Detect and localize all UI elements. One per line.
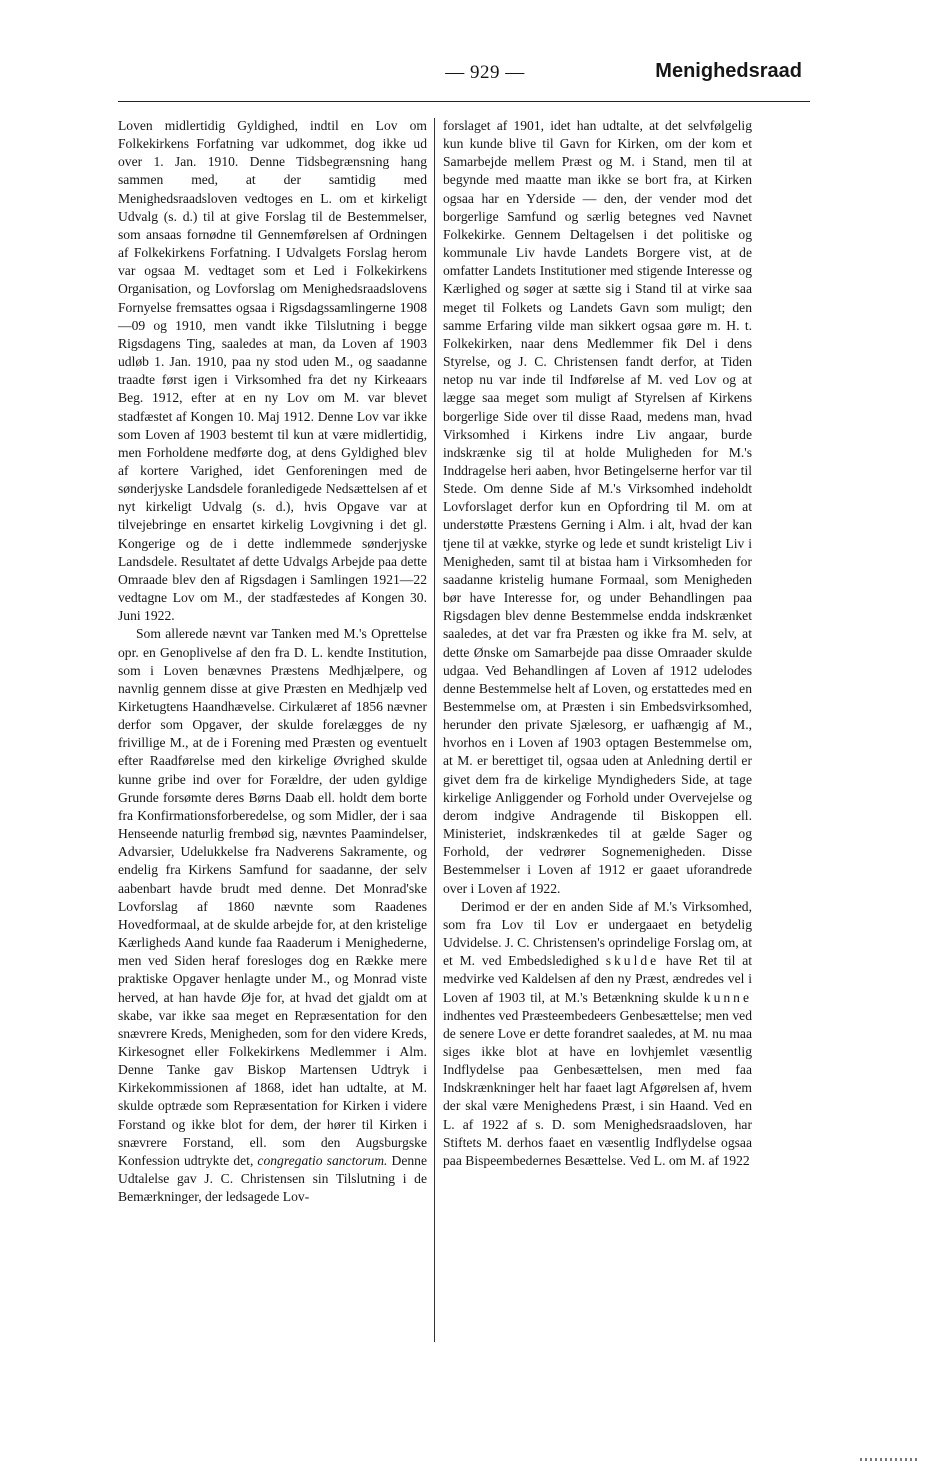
scan-artifact [860, 1458, 920, 1461]
header-rule [118, 101, 810, 102]
spaced-word-skulde: skulde [605, 953, 660, 969]
right-paragraph-2-end: indhentes ved Præsteembedeers Genbesættelse; men ved de senere Love er dette forandret saaledes, at M. nu maa siges ikke blot at have en lovhjemlet væsentlig Indflydelse paa Genbesættelsen, men med faa Indskrænkninger helt har faaet lagt Afgørelsen af, hvem der skal være Menighedens Præst, i sin Haand. Ved en L. af 1922 af s. D. som Menighedsraadsloven, har Stiftets M. derhos faaet en væsentlig Indflydelse ogsaa paa Bispeembedernes Besættelse. Ved L. om M. af 1922 [443, 1007, 752, 1168]
left-paragraph-2-end: Denne Udtalelse gav J. C. Christensen sin Tilslutning i de Bemærkninger, der ledsagede Lov- [118, 1152, 427, 1205]
right-paragraph-1: forslaget af 1901, idet han udtalte, at det selvfølgelig kun kunde blive til Gavn for Kirken, om der kom et Samarbejde mellem Præst og M. i Stand, men til at begynde med maatte man ikke se bort fra, at Kirken ogsaa har en Yderside — den, der vender mod det borgerlige Samfund og særlig betegnes ved Navnet Folkekirke. Gennem Deltagelsen i det politiske og kommunale Liv havde Landets Borgere vist, at de omfatter Landets Institutioner med stigende Interesse og Kærlighed og søger at sætte sig i Stand til at virke saa meget til Folkets og Landets Gavn som muligt; den samme Erfaring vilde man sikkert ogsaa gøre m. H. t. Folkekirken, naar dens Medlemmer fik Del i dens Styrelse, og J. C. Christensen fandt derfor, at Tiden netop nu var inde til Indførelse af M. ved Lov og at lægge saa meget som muligt af Styrelsen af Kirkens borgerlige Side over til disse Raad, medens man, hvad Virksomhed i Kirkens indre Liv angaar, burde indskrænke sig til at holde Muligheden for M.'s Inddragelse heri aaben, hvor Betingelserne herfor var til Stede. Om denne Side af M.'s Virksomhed indeholdt Lovforslaget derfor kun en Opfordring til M. om at understøtte Præstens Gerning i Alm. i alt, hvad der kan tjene til at vække, styrke og lede et sundt kristeligt Liv i Menigheden, samt til at bistaa ham i Virksomheden for saadanne kristelig humane Formaal, som Menigheden bør have Interesse for, og under Behandlingen paa Rigsdagen blev denne Bestemmelse endda indskrænket saaledes, at det var fra Præsten og ikke fra M. selv, at dette Ønske om Samarbejde paa disse Omraader skulde udgaa. Ved Behandlingen af Loven af 1912 udelodes denne Bestemmelse helt af Loven, og erstattedes med en Bestemmelse om, at Præsten i sin Embedsvirksomhed, herunder den private Sjælesorg, er uafhængig af M., hvorhos en i Loven af 1903 optagen Bestemmelse om, at M. er berettiget til, ogsaa uden at Anledning dertil er givet dem fra de kirkelige Myndigheders Side, at tage kirkelige Anliggender og Forhold under Overvejelse og derom indgive Andragende til Biskoppen ell. Ministeriet, indskrænkedes til at gælde Sager og Forhold, der vedrører Sognemenigheden. Disse Bestemmelser i Loven af 1912 er gaaet uforandrede over i Loven af 1922. [443, 118, 752, 896]
right-column [443, 117, 752, 1170]
right-paragraph-2-mid: have Ret til at medvirke ved Kaldelsen af den ny Præst, ændredes vel i Loven af 1903 til, at M.'s Betænkning skulde [443, 953, 753, 1005]
running-title: Menighedsraad [655, 60, 802, 82]
page-header [118, 56, 810, 96]
left-paragraph-2 [118, 625, 427, 1206]
right-paragraph-2-start: Derimod er der en anden Side af M.'s Virksomhed, som fra Lov til Lov er undergaaet en betydelig Udvidelse. J. C. Christensen's oprindelige Forslag om, at et M. ved Embedsledighed [443, 898, 752, 969]
spaced-word-kunne: kunne [703, 989, 752, 1005]
latin-phrase: congregatio sanctorum. [257, 1152, 388, 1168]
left-paragraph-2-main: Som allerede nævnt var Tanken med M.'s Oprettelse opr. en Genoplivelse af den fra D. L. kendte Institution, som i Loven benævnes Præstens Medhjælpere, og navnlig gennem disse at give Præsten en Medhjælp ved Kirketugtens Haandhævelse. Cirkulæret af 1856 nævner derfor som Opgaver, der skulde forelægges de ny frivillige M., at de i Forening med Præsten og eventuelt efter Raadførelse med den kirkelige Øvrighed skulde kunne gribe ind over for Forældre, der uden gyldige Grunde forsømte deres Børns Daab ell. holdt dem borte fra Konfirmationsforberedelse, og som Midler, der i saa Henseende naturlig frembød sig, nævntes Paamindelser, Advarsier, Udelukkelse fra Nadverens Sakramente, og endelig fra Kirkens Samfund for saadanne, der selv aabenbart havde brudt med denne. Det Monrad'ske Lovforslag af 1860 nævnte som Raadenes Hovedformaal, at de skulde arbejde for, at den kristelige Kærligheds Aand kunde faa Raaderum i Menighederne, men ved Siden heraf foresloges dog en Række mere praktiske Opgaver henlagte under M., og Monrad viste herved, at han havde Øje for, at hvad det gjaldt om at skabe, var ikke saa meget en Repræsentation for den snævrere Kreds, Menigheden, som for den videre Kreds, Kirkesognet eller Folkekirkens Medlemmer i Alm. Denne Tanke gav Biskop Martensen Udtryk i Kirkekommissionen af 1868, idet han udtalte, at M. skulde optræde som Repræsentation for Kirken i videre Forstand og ikke blot for dem, der hører til Kirken i snævrere Forstand, ell. som den Augsburgske Konfession udtrykte det, [118, 626, 427, 1168]
column-divider [434, 118, 435, 1342]
left-column [118, 117, 427, 1206]
right-paragraph-2 [443, 898, 752, 1170]
left-paragraph-1: Loven midlertidig Gyldighed, indtil en Lov om Folkekirkens Forfatning var udkommet, dog ikke ud over 1. Jan. 1910. Denne Tidsbegrænsning hang sammen med, at der samtidig med Menighedsraadsloven vedtoges en L. om et kirkeligt Udvalg (s. d.) til at give Forslag til de Bestemmelser, som ansaas fornødne til Gennemførelsen af Ordningen af Folkekirkens Forfatning. I Udvalgets Forslag herom var ogsaa M. vedtaget som et Led i Folkekirkens Organisation, og Lovforslag om Menighedsraadslovens Fornyelse fremsattes ogsaa i Rigsdagssamlingerne 1908—09 og 1910, men vandt ikke Tilslutning i begge Rigsdagens Ting, saaledes at man, da Loven af 1903 udløb 1. Jan. 1910, paa ny stod uden M., og saadanne traadte først igen i Virksomhed fra det ny Kirkeaars Beg. 1912, efter at en ny Lov om M. var blevet stadfæstet af Kongen 10. Maj 1912. Denne Lov var ikke som Loven af 1903 bestemt til kun at være midlertidig, men Forholdene medførte dog, at dens Gyldighed blev af kortere Varighed, idet Genforeningen med de sønderjyske Landsdele foranledigede Nedsættelsen af et nyt kirkeligt Udvalg (s. d.), hvis Opgave var at tilvejebringe en ensartet kirkelig Lovgivning i det gl. Kongerige og de i dette indlemmede sønderjyske Landsdele. Resultatet af dette Udvalgs Arbejde paa dette Omraade blev den af Rigsdagen i Samlingen 1921—22 vedtagne Lov om M., der stadfæstedes af Kongen 30. Juni 1922. [118, 118, 427, 624]
page-number: — 929 — [445, 62, 525, 83]
